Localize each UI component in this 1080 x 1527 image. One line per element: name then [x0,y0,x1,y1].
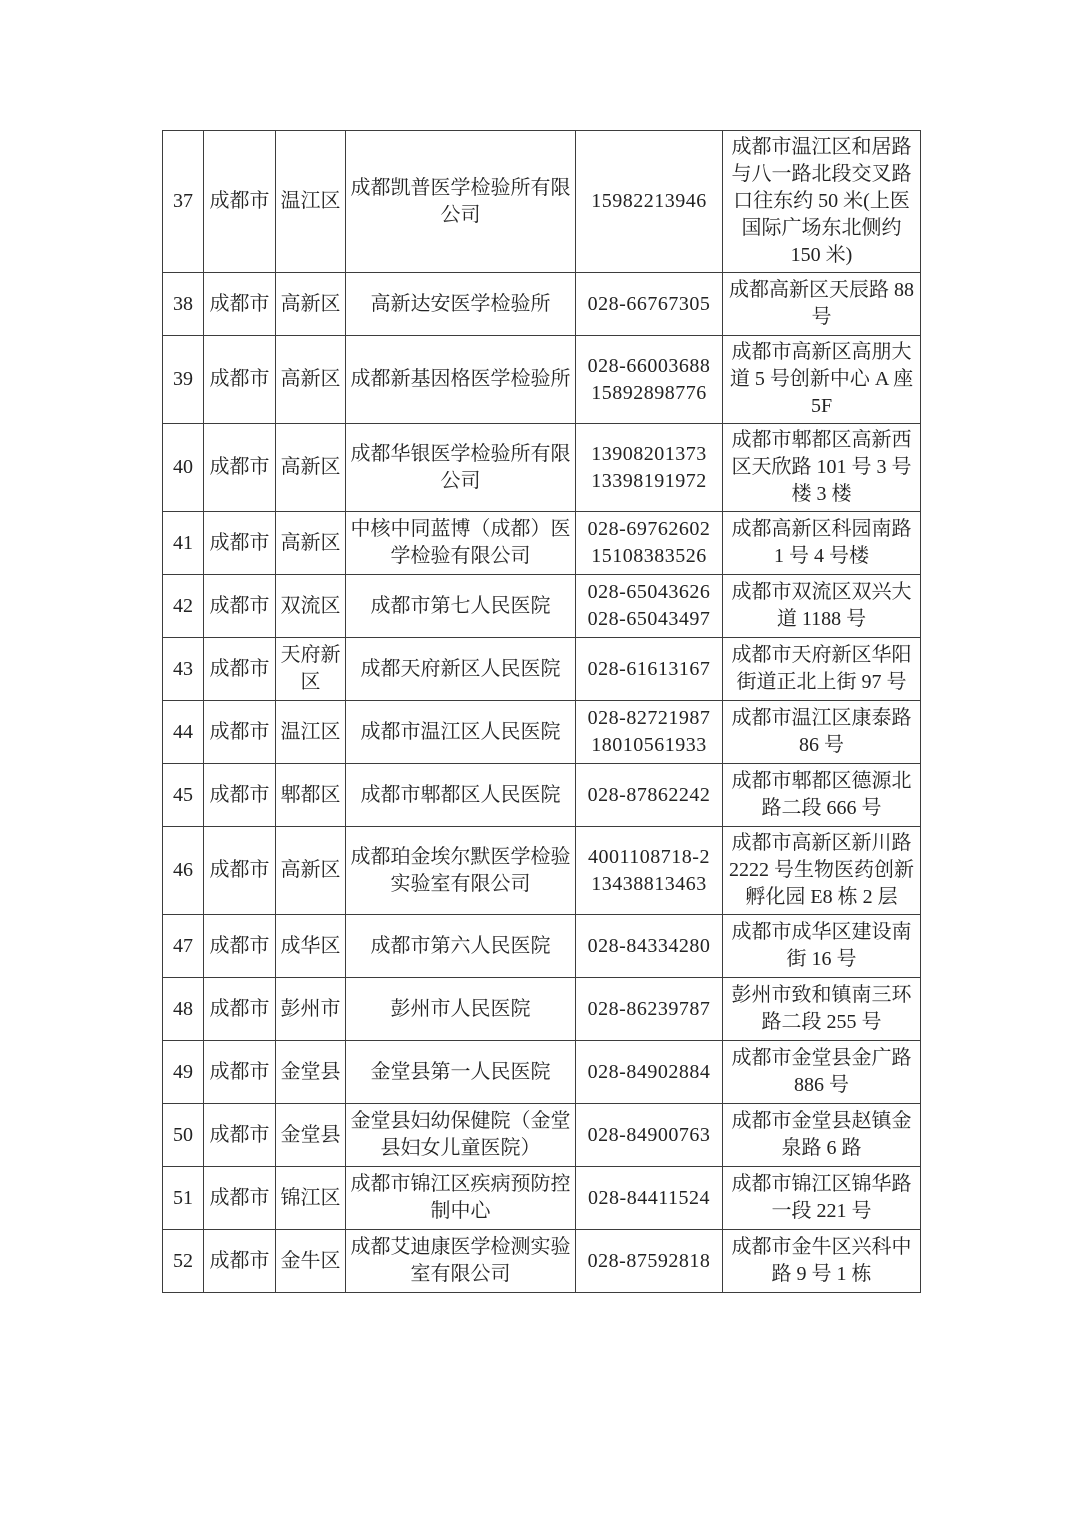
institution-name-cell: 成都市锦江区疾病预防控制中心 [346,1167,576,1230]
institution-name-cell: 彭州市人民医院 [346,978,576,1041]
table-row [163,575,921,638]
address-cell: 成都市温江区康泰路 86 号 [723,701,921,764]
institution-name-cell: 成都市郫都区人民医院 [346,764,576,827]
city-cell: 成都市 [204,827,276,915]
row-number-cell: 46 [163,827,204,915]
phone-line: 028-69762602 [587,518,711,540]
address-cell: 成都市温江区和居路与八一路北段交叉路口往东约 50 米(上医国际广场东北侧约 150 米) [723,131,921,273]
institution-name-cell: 金堂县第一人民医院 [346,1041,576,1104]
phone-line: 028-66003688 [587,354,711,377]
phone-line: 15108383526 [591,545,707,567]
phone-line: 13908201373 [591,442,707,465]
row-number-cell: 38 [163,273,204,336]
table-row [163,424,921,512]
phone-line: 028-84902884 [587,1060,711,1083]
phone-line: 028-82721987 [587,707,711,729]
table-row [163,978,921,1041]
row-number-cell: 47 [163,915,204,978]
phone-line: 028-84900763 [587,1123,711,1146]
phone-cell [576,273,723,336]
row-number-cell: 44 [163,701,204,764]
phone-cell [576,131,723,273]
phone-cell [576,336,723,424]
district-cell: 天府新区 [276,638,346,701]
city-cell: 成都市 [204,512,276,575]
address-cell: 成都市金牛区兴科中路 9 号 1 栋 [723,1230,921,1293]
district-cell: 金牛区 [276,1230,346,1293]
table-row [163,701,921,764]
institution-name-cell: 成都华银医学检验所有限公司 [346,424,576,512]
row-number-cell: 42 [163,575,204,638]
phone-cell [576,827,723,915]
district-cell: 高新区 [276,424,346,512]
city-cell: 成都市 [204,764,276,827]
phone-cell [576,1230,723,1293]
institution-name-cell: 成都珀金埃尔默医学检验实验室有限公司 [346,827,576,915]
table-row [163,827,921,915]
phone-cell [576,764,723,827]
document-page [162,130,920,1293]
district-cell: 成华区 [276,915,346,978]
row-number-cell: 45 [163,764,204,827]
phone-line: 13438813463 [591,872,707,895]
city-cell: 成都市 [204,273,276,336]
address-cell: 成都高新区科园南路 1 号 4 号楼 [723,512,921,575]
city-cell: 成都市 [204,978,276,1041]
city-cell: 成都市 [204,638,276,701]
institution-name-cell: 成都市第七人民医院 [346,575,576,638]
phone-line: 028-84334280 [587,934,711,957]
phone-line: 028-86239787 [587,997,711,1020]
address-cell: 彭州市致和镇南三环路二段 255 号 [723,978,921,1041]
table-row [163,638,921,701]
address-cell: 成都市高新区新川路 2222 号生物医药创新孵化园 E8 栋 2 层 [723,827,921,915]
table-row [163,764,921,827]
address-cell: 成都市郫都区高新西区天欣路 101 号 3 号楼 3 楼 [723,424,921,512]
row-number-cell: 39 [163,336,204,424]
phone-line: 028-65043497 [587,608,711,630]
row-number-cell: 43 [163,638,204,701]
city-cell: 成都市 [204,1230,276,1293]
phone-line: 028-61613167 [587,657,711,680]
district-cell: 高新区 [276,273,346,336]
phone-line: 4001108718-2 [588,845,710,868]
phone-line: 18010561933 [591,734,707,756]
institution-name-cell: 成都市第六人民医院 [346,915,576,978]
city-cell: 成都市 [204,131,276,273]
table-row [163,1167,921,1230]
table-row [163,131,921,273]
city-cell: 成都市 [204,1041,276,1104]
row-number-cell: 41 [163,512,204,575]
phone-cell [576,1167,723,1230]
institution-name-cell: 成都凯普医学检验所有限公司 [346,131,576,273]
institution-name-cell: 高新达安医学检验所 [346,273,576,336]
district-cell: 双流区 [276,575,346,638]
row-number-cell: 37 [163,131,204,273]
phone-line: 028-87592818 [587,1249,711,1272]
institutions-table [162,130,921,1293]
table-row [163,1041,921,1104]
phone-line: 15982213946 [591,190,707,212]
phone-line: 028-66767305 [587,292,711,315]
district-cell: 温江区 [276,131,346,273]
institutions-table-body [163,131,921,1293]
institution-name-cell: 金堂县妇幼保健院（金堂县妇女儿童医院） [346,1104,576,1167]
phone-line: 028-65043626 [587,581,711,603]
row-number-cell: 48 [163,978,204,1041]
district-cell: 高新区 [276,827,346,915]
city-cell: 成都市 [204,701,276,764]
address-cell: 成都市金堂县赵镇金泉路 6 路 [723,1104,921,1167]
row-number-cell: 51 [163,1167,204,1230]
district-cell: 彭州市 [276,978,346,1041]
row-number-cell: 52 [163,1230,204,1293]
city-cell: 成都市 [204,336,276,424]
row-number-cell: 40 [163,424,204,512]
phone-cell [576,1104,723,1167]
institution-name-cell: 成都艾迪康医学检测实验室有限公司 [346,1230,576,1293]
institution-name-cell: 成都新基因格医学检验所 [346,336,576,424]
city-cell: 成都市 [204,1167,276,1230]
address-cell: 成都市郫都区德源北路二段 666 号 [723,764,921,827]
address-cell: 成都高新区天辰路 88 号 [723,273,921,336]
phone-line: 13398191972 [591,469,707,492]
phone-cell [576,424,723,512]
institution-name-cell: 中核中同蓝博（成都）医学检验有限公司 [346,512,576,575]
phone-line: 15892898776 [591,381,707,404]
table-row [163,512,921,575]
city-cell: 成都市 [204,915,276,978]
phone-cell [576,701,723,764]
phone-cell [576,1041,723,1104]
table-row [163,915,921,978]
address-cell: 成都市锦江区锦华路一段 221 号 [723,1167,921,1230]
table-row [163,273,921,336]
institution-name-cell: 成都市温江区人民医院 [346,701,576,764]
address-cell: 成都市高新区高朋大道 5 号创新中心 A 座 5F [723,336,921,424]
address-cell: 成都市成华区建设南街 16 号 [723,915,921,978]
phone-cell [576,638,723,701]
table-row [163,336,921,424]
district-cell: 高新区 [276,512,346,575]
table-row [163,1104,921,1167]
district-cell: 温江区 [276,701,346,764]
row-number-cell: 49 [163,1041,204,1104]
address-cell: 成都市双流区双兴大道 1188 号 [723,575,921,638]
district-cell: 金堂县 [276,1104,346,1167]
city-cell: 成都市 [204,1104,276,1167]
phone-cell [576,575,723,638]
phone-cell [576,978,723,1041]
table-row [163,1230,921,1293]
district-cell: 锦江区 [276,1167,346,1230]
city-cell: 成都市 [204,424,276,512]
phone-cell [576,512,723,575]
phone-line: 028-84411524 [588,1186,710,1209]
phone-cell [576,915,723,978]
district-cell: 高新区 [276,336,346,424]
address-cell: 成都市金堂县金广路 886 号 [723,1041,921,1104]
row-number-cell: 50 [163,1104,204,1167]
district-cell: 郫都区 [276,764,346,827]
district-cell: 金堂县 [276,1041,346,1104]
phone-line: 028-87862242 [587,783,711,806]
address-cell: 成都市天府新区华阳街道正北上街 97 号 [723,638,921,701]
city-cell: 成都市 [204,575,276,638]
institution-name-cell: 成都天府新区人民医院 [346,638,576,701]
